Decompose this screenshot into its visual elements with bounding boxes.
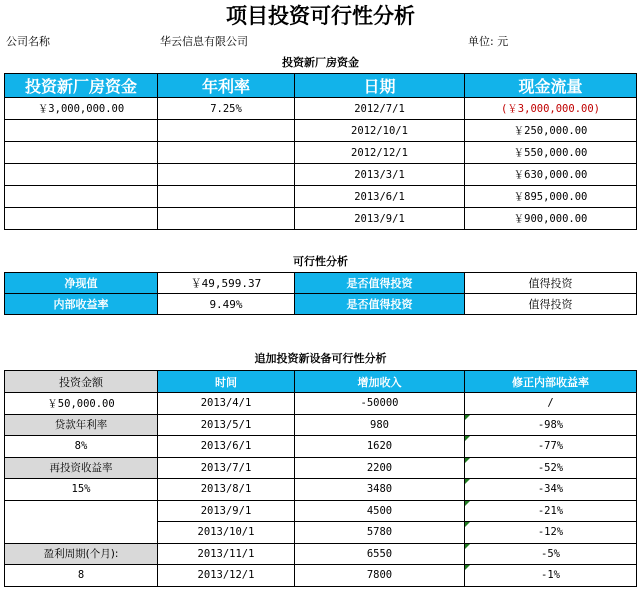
table-row [5,436,637,458]
income-date[interactable]: 2013/11/1 [158,543,295,565]
empty-cell[interactable] [158,120,295,142]
unit-label: 单位: 元 [468,35,509,48]
mirr-value[interactable]: / [465,393,637,415]
table-row [5,393,637,415]
cashflow-date[interactable]: 2012/10/1 [295,120,465,142]
mirr-value[interactable]: -52% [465,457,637,479]
cashflow-date[interactable]: 2013/3/1 [295,164,465,186]
income-date[interactable]: 2013/10/1 [158,522,295,544]
income-date[interactable]: 2013/6/1 [158,436,295,458]
empty-cell[interactable] [158,164,295,186]
added-income[interactable]: -50000 [295,393,465,415]
cashflow-date[interactable]: 2012/7/1 [295,98,465,120]
feasibility-table [4,272,637,315]
company-name: 华云信息有限公司 [160,35,248,48]
mirr-value[interactable]: -21% [465,500,637,522]
table-row [5,565,637,587]
table-row [5,543,637,565]
empty-cell[interactable] [5,208,158,230]
table-row [5,142,637,164]
added-income[interactable]: 2200 [295,457,465,479]
interest-rate[interactable]: 7.25% [158,98,295,120]
irr-value[interactable]: 9.49% [158,294,295,315]
profit-period-label: 盈利周期(个月): [5,543,158,565]
cashflow-value[interactable]: ￥630,000.00 [465,164,637,186]
reinvest-rate-label: 再投资收益率 [5,457,158,479]
cashflow-date[interactable]: 2013/6/1 [295,186,465,208]
worth-question: 是否值得投资 [295,273,465,294]
header-mirr: 修正内部收益率 [465,371,637,393]
added-income[interactable]: 7800 [295,565,465,587]
mirr-value[interactable]: -98% [465,414,637,436]
table-row [5,414,637,436]
added-income[interactable]: 6550 [295,543,465,565]
empty-cell[interactable] [5,500,158,543]
mirr-value[interactable]: -12% [465,522,637,544]
header-added-income: 增加收入 [295,371,465,393]
header-cashflow: 现金流量 [465,74,637,98]
section-equipment-title: 追加投资新设备可行性分析 [254,352,387,365]
added-income[interactable]: 4500 [295,500,465,522]
empty-cell[interactable] [158,208,295,230]
mirr-value[interactable]: -1% [465,565,637,587]
equipment-investment[interactable]: ￥50,000.00 [5,393,158,415]
added-income[interactable]: 1620 [295,436,465,458]
page-title: 项目投资可行性分析 [226,3,415,28]
cashflow-value[interactable]: ￥250,000.00 [465,120,637,142]
table-row [5,457,637,479]
added-income[interactable]: 5780 [295,522,465,544]
equipment-table [4,370,637,587]
income-date[interactable]: 2013/9/1 [158,500,295,522]
header-investment: 投资新厂房资金 [5,74,158,98]
loan-rate-value[interactable]: 8% [5,436,158,458]
table-row [5,186,637,208]
added-income[interactable]: 3480 [295,479,465,501]
section-investment-title: 投资新厂房资金 [282,56,359,69]
header-date: 日期 [295,74,465,98]
worth-question: 是否值得投资 [295,294,465,315]
table-row [5,208,637,230]
profit-period-value[interactable]: 8 [5,565,158,587]
header-invest-amount: 投资金额 [5,371,158,393]
investment-header-row [5,74,637,98]
table-row [5,500,637,522]
investment-table [4,73,637,230]
income-date[interactable]: 2013/4/1 [158,393,295,415]
investment-amount[interactable]: ￥3,000,000.00 [5,98,158,120]
empty-cell[interactable] [5,186,158,208]
table-row [5,273,637,294]
table-row [5,120,637,142]
header-rate: 年利率 [158,74,295,98]
worth-answer[interactable]: 值得投资 [465,273,637,294]
empty-cell[interactable] [158,186,295,208]
mirr-value[interactable]: -5% [465,543,637,565]
table-row [5,479,637,501]
company-label: 公司名称 [6,35,50,48]
table-row [5,164,637,186]
table-row [5,98,637,120]
cashflow-value[interactable]: ￥900,000.00 [465,208,637,230]
empty-cell[interactable] [5,164,158,186]
cashflow-value[interactable]: ￥550,000.00 [465,142,637,164]
header-time: 时间 [158,371,295,393]
equipment-header-row [5,371,637,393]
mirr-value[interactable]: -77% [465,436,637,458]
cashflow-date[interactable]: 2013/9/1 [295,208,465,230]
npv-value[interactable]: ￥49,599.37 [158,273,295,294]
irr-label: 内部收益率 [5,294,158,315]
income-date[interactable]: 2013/12/1 [158,565,295,587]
mirr-value[interactable]: -34% [465,479,637,501]
cashflow-value[interactable]: ￥895,000.00 [465,186,637,208]
empty-cell[interactable] [5,120,158,142]
cashflow-value[interactable]: (￥3,000,000.00) [465,98,637,120]
added-income[interactable]: 980 [295,414,465,436]
loan-rate-label: 贷款年利率 [5,414,158,436]
empty-cell[interactable] [5,142,158,164]
empty-cell[interactable] [158,142,295,164]
income-date[interactable]: 2013/8/1 [158,479,295,501]
cashflow-date[interactable]: 2012/12/1 [295,142,465,164]
npv-label: 净现值 [5,273,158,294]
worth-answer[interactable]: 值得投资 [465,294,637,315]
section-feasibility-title: 可行性分析 [293,255,348,268]
reinvest-rate-value[interactable]: 15% [5,479,158,501]
table-row [5,294,637,315]
income-date[interactable]: 2013/5/1 [158,414,295,436]
income-date[interactable]: 2013/7/1 [158,457,295,479]
